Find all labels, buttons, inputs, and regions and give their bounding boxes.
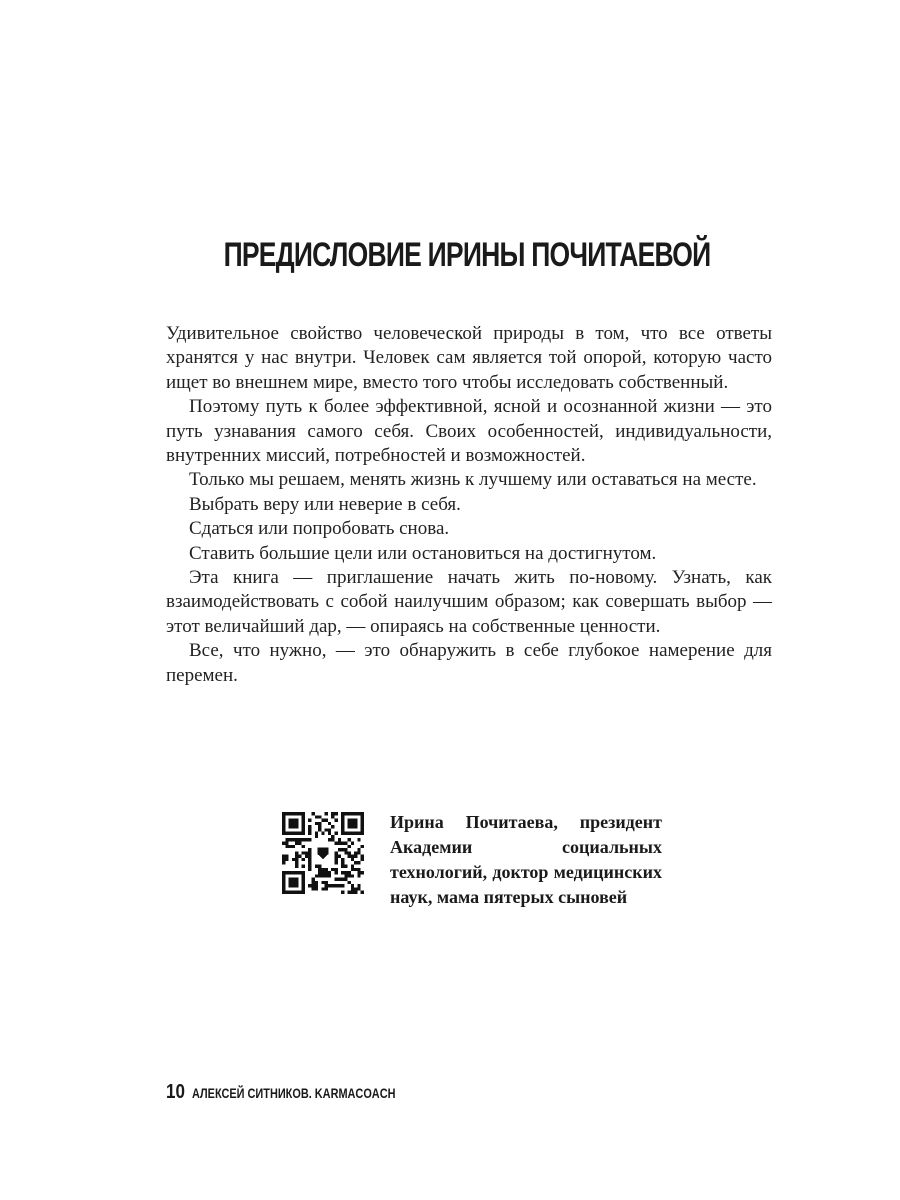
paragraph: Удивительное свойство человеческой природы в том, что все ответы хранятся у нас внутри. Человек сам является той опорой, которую часто ищет во внешнем мире, вместо того чтобы исследовать собственный.	[166, 323, 772, 393]
chapter-title: ПРЕДИСЛОВИЕ ИРИНЫ ПОЧИТАЕВОЙ	[223, 236, 711, 274]
paragraph: Только мы решаем, менять жизнь к лучшему или оставаться на месте.	[189, 469, 757, 491]
running-title: АЛЕКСЕЙ СИТНИКОВ. KARMACOACH	[192, 1085, 396, 1101]
foreword-body	[166, 322, 772, 688]
page-number: 10	[166, 1081, 185, 1103]
page-footer	[166, 1081, 453, 1104]
paragraph: Поэтому путь к более эффективной, ясной и осознанной жизни — это путь узнавания самого себя. Своих особенностей, индивидуальности, внутренних миссий, потребностей и возможностей.	[166, 396, 772, 467]
paragraph: Сдаться или попробовать снова.	[189, 518, 450, 540]
paragraph: Все, что нужно, — это обнаружить в себе глубокое намерение для перемен.	[166, 640, 772, 686]
paragraph: Выбрать веру или неверие в себя.	[189, 493, 461, 515]
paragraph: Ставить большие цели или остановиться на достигнутом.	[189, 542, 657, 564]
author-signature: Ирина Почитаева, президент Академии социальных технологий, доктор медицинских наук, мама пятерых сыновей	[390, 812, 662, 907]
qr-code-icon[interactable]	[282, 812, 364, 894]
paragraph: Эта книга — приглашение начать жить по-новому. Узнать, как взаимодействовать с собой наилучшим образом; как совершать выбор — этот величайший дар, — опираясь на собственные ценности.	[166, 567, 772, 637]
